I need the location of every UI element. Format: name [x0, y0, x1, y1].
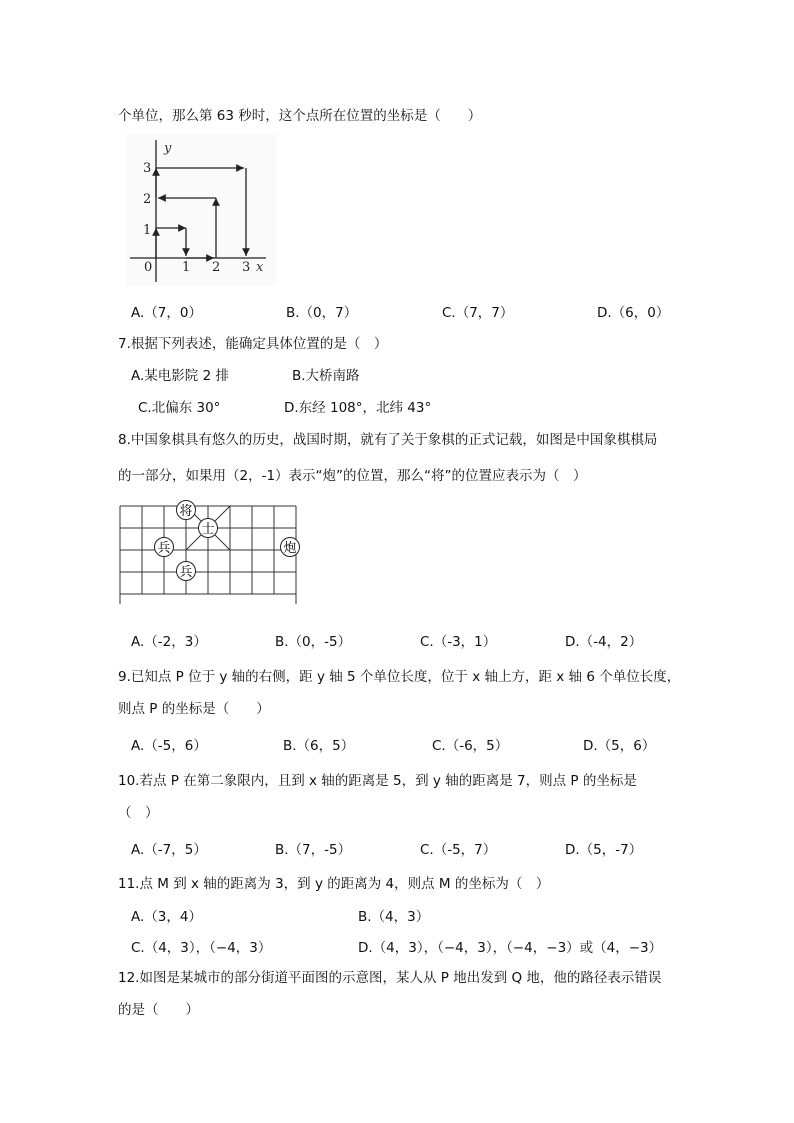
- q9-option-b[interactable]: B.（6，5）: [283, 738, 355, 754]
- q11-option-d[interactable]: D.（4，3），（−4，3），（−4，−3）或（4，−3）: [358, 940, 663, 956]
- q8-option-b[interactable]: B.（0，-5）: [275, 634, 352, 650]
- q7-option-c[interactable]: C.北偏东 30°: [138, 400, 221, 416]
- q9-option-d[interactable]: D.（5，6）: [583, 738, 656, 754]
- q11-stem: 11.点 M 到 x 轴的距离为 3，到 y 的距离为 4，则点 M 的坐标为（ ）: [118, 876, 550, 892]
- q8-stem-line2: 的一部分，如果用（2，-1）表示“炮”的位置，那么“将”的位置应表示为（ ）: [118, 468, 587, 484]
- piece-bing-left-label: 兵: [157, 541, 171, 556]
- q9-option-a[interactable]: A.（-5，6）: [131, 738, 207, 754]
- piece-shi: [199, 519, 218, 538]
- q10-option-b[interactable]: B.（7，-5）: [275, 842, 352, 858]
- q6-stem-tail: 个单位，那么第 63 秒时，这个点所在位置的坐标是（ ）: [118, 108, 482, 124]
- q12-stem-line1: 12.如图是某城市的部分街道平面图的示意图，某人从 P 地出发到 Q 地，他的路径表示错误: [118, 970, 662, 986]
- y-tick-3: 3: [143, 161, 152, 176]
- q9-stem-line1: 9.已知点 P 位于 y 轴的右侧，距 y 轴 5 个单位长度，位于 x 轴上方，距 x 轴 6 个单位长度，: [118, 669, 681, 685]
- origin-label: 0: [144, 260, 153, 275]
- piece-bing-center-label: 兵: [179, 565, 193, 580]
- q10-option-a[interactable]: A.（-7，5）: [131, 842, 207, 858]
- piece-shi-label: 士: [201, 522, 215, 537]
- q11-option-b[interactable]: B.（4，3）: [358, 909, 430, 925]
- q6-option-a[interactable]: A.（7，0）: [131, 305, 202, 321]
- q8-option-c[interactable]: C.（-3，1）: [420, 634, 497, 650]
- y-tick-2: 2: [143, 192, 152, 207]
- q7-option-d[interactable]: D.东经 108°，北纬 43°: [284, 400, 432, 416]
- q10-option-d[interactable]: D.（5，-7）: [565, 842, 643, 858]
- piece-bing-center: [177, 562, 196, 581]
- q10-option-c[interactable]: C.（-5，7）: [420, 842, 497, 858]
- q9-stem-line2: 则点 P 的坐标是（ ）: [118, 701, 270, 717]
- q10-stem-line1: 10.若点 P 在第二象限内，且到 x 轴的距离是 5，到 y 轴的距离是 7，则点 P 的坐标是: [118, 773, 637, 789]
- q6-option-d[interactable]: D.（6，0）: [597, 305, 670, 321]
- q12-stem-line2: 的是（ ）: [118, 1002, 199, 1018]
- q6-coordinate-graph: [126, 134, 276, 286]
- piece-bing-left: [155, 538, 174, 557]
- x-tick-2: 2: [212, 260, 221, 275]
- q8-option-d[interactable]: D.（-4，2）: [565, 634, 643, 650]
- q9-option-c[interactable]: C.（-6，5）: [432, 738, 509, 754]
- y-axis-label: y: [164, 141, 172, 156]
- y-tick-1: 1: [143, 223, 152, 238]
- q8-option-a[interactable]: A.（-2，3）: [131, 634, 207, 650]
- q6-option-c[interactable]: C.（7，7）: [442, 305, 514, 321]
- x-axis-label: x: [256, 260, 264, 275]
- q10-stem-line2: （ ）: [118, 805, 159, 821]
- q8-stem-line1: 8.中国象棋具有悠久的历史，战国时期，就有了关于象棋的正式记载，如图是中国象棋棋局: [118, 432, 658, 448]
- q11-option-c[interactable]: C.（4，3），（−4，3）: [131, 940, 272, 956]
- x-tick-1: 1: [182, 260, 191, 275]
- piece-pao-label: 炮: [283, 541, 297, 556]
- q7-option-a[interactable]: A.某电影院 2 排: [131, 368, 229, 384]
- piece-jiang-label: 将: [179, 504, 193, 519]
- x-tick-3: 3: [242, 260, 251, 275]
- q7-option-b[interactable]: B.大桥南路: [292, 368, 360, 384]
- q7-stem: 7.根据下列表述，能确定具体位置的是（ ）: [118, 336, 388, 352]
- chess-board-diagram: [118, 500, 302, 606]
- q11-option-a[interactable]: A.（3，4）: [131, 909, 202, 925]
- piece-pao: [281, 538, 300, 557]
- q6-option-b[interactable]: B.（0，7）: [286, 305, 358, 321]
- piece-jiang: [177, 501, 196, 520]
